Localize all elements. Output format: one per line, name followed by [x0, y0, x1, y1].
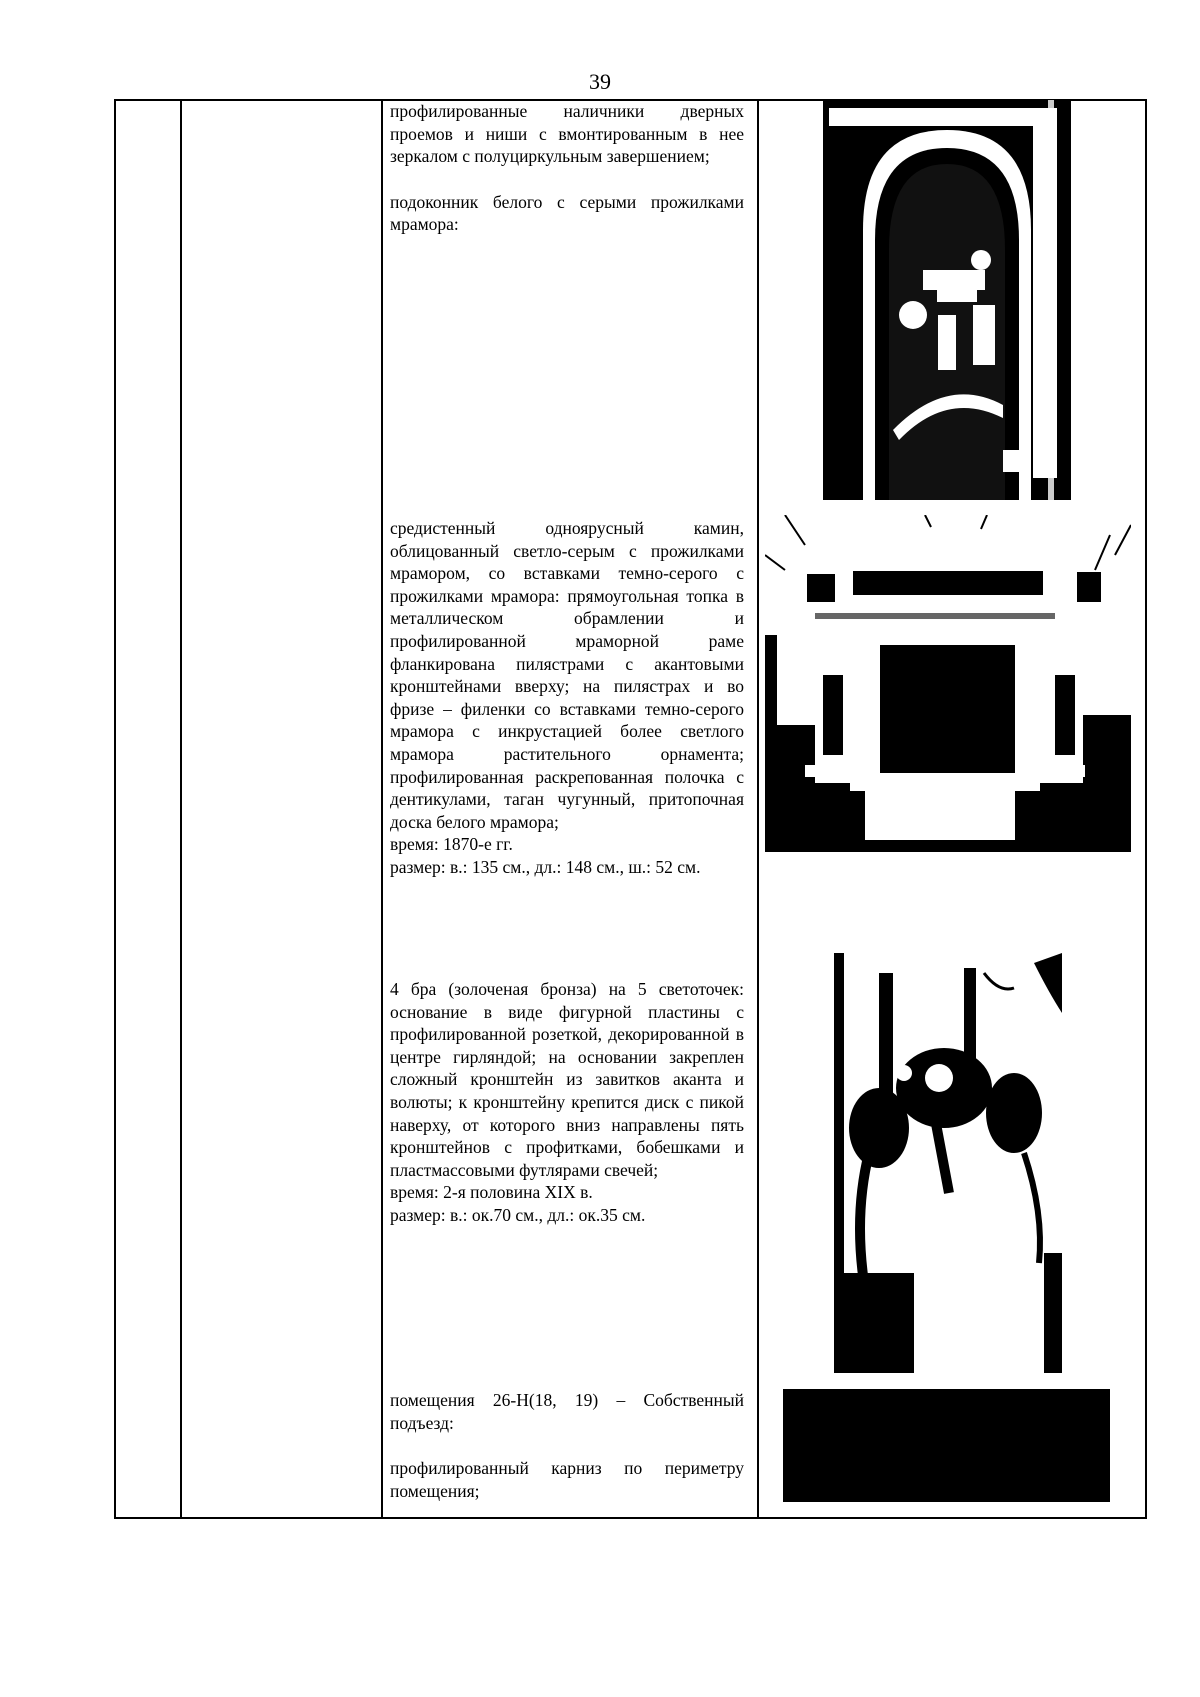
paragraph: подоконник белого с серыми прожилками мрамора:	[390, 191, 744, 235]
date-line: время: 2-я половина XIX в.	[390, 1182, 593, 1203]
black-photo	[783, 1389, 1110, 1502]
arched-niche-photo	[823, 100, 1071, 500]
size-line: размер: в.: 135 см., дл.: 148 см., ш.: 52 см.	[390, 856, 701, 877]
entrance-description	[390, 1389, 744, 1502]
paragraph: помещения 26-Н(18, 19) – Собственный подъезд:	[390, 1390, 744, 1433]
page-number: 39	[589, 69, 611, 94]
column-divider	[757, 101, 759, 1517]
size-line: размер: в.: ок.70 см., дл.: ок.35 см.	[390, 1204, 646, 1225]
paragraph: профилированный карниз по периметру помещения;	[390, 1458, 744, 1501]
paragraph: профилированные наличники дверных проемов и ниши с вмонтированным в нее зеркалом с полуциркульным завершением;	[390, 101, 744, 167]
fireplace-photo	[765, 515, 1131, 852]
fireplace-description	[390, 517, 744, 879]
sconces-description	[390, 978, 744, 1227]
column-divider	[381, 101, 383, 1517]
sconce-photo	[834, 953, 1062, 1373]
date-line: время: 1870-е гг.	[390, 834, 513, 855]
column-divider	[180, 101, 182, 1517]
paragraph: 4 бра (золоченая бронза) на 5 светоточек: основание в виде фигурной пластины с профилированной розеткой, декорированной в центре гирляндой; на основании закреплен сложный кронштейн из завитков аканта и волюты; к кронштейну крепится диск с пикой наверху, от которого вниз направлены пять кронштейнов с профитками, бобешками и пластмассовыми футлярами свечей;	[390, 979, 744, 1180]
doorways-description	[390, 100, 744, 236]
paragraph: средистенный одноярусный камин, облицованный светло-серым с прожилками мрамором, со вставками темно-серого с прожилками мрамора: прямоугольная топка в металлическом обрамлении и профилированной мраморной раме фланкирована пилястрами с акантовыми кронштейнами вверху; на пилястрах и во фризе – филенки со вставками темно-серого мрамора с инкрустацией более светлого мрамора растительного орнамента; профилированная раскрепованная полочка с дентикулами, таган чугунный, притопочная доска белого мрамора;	[390, 518, 744, 832]
